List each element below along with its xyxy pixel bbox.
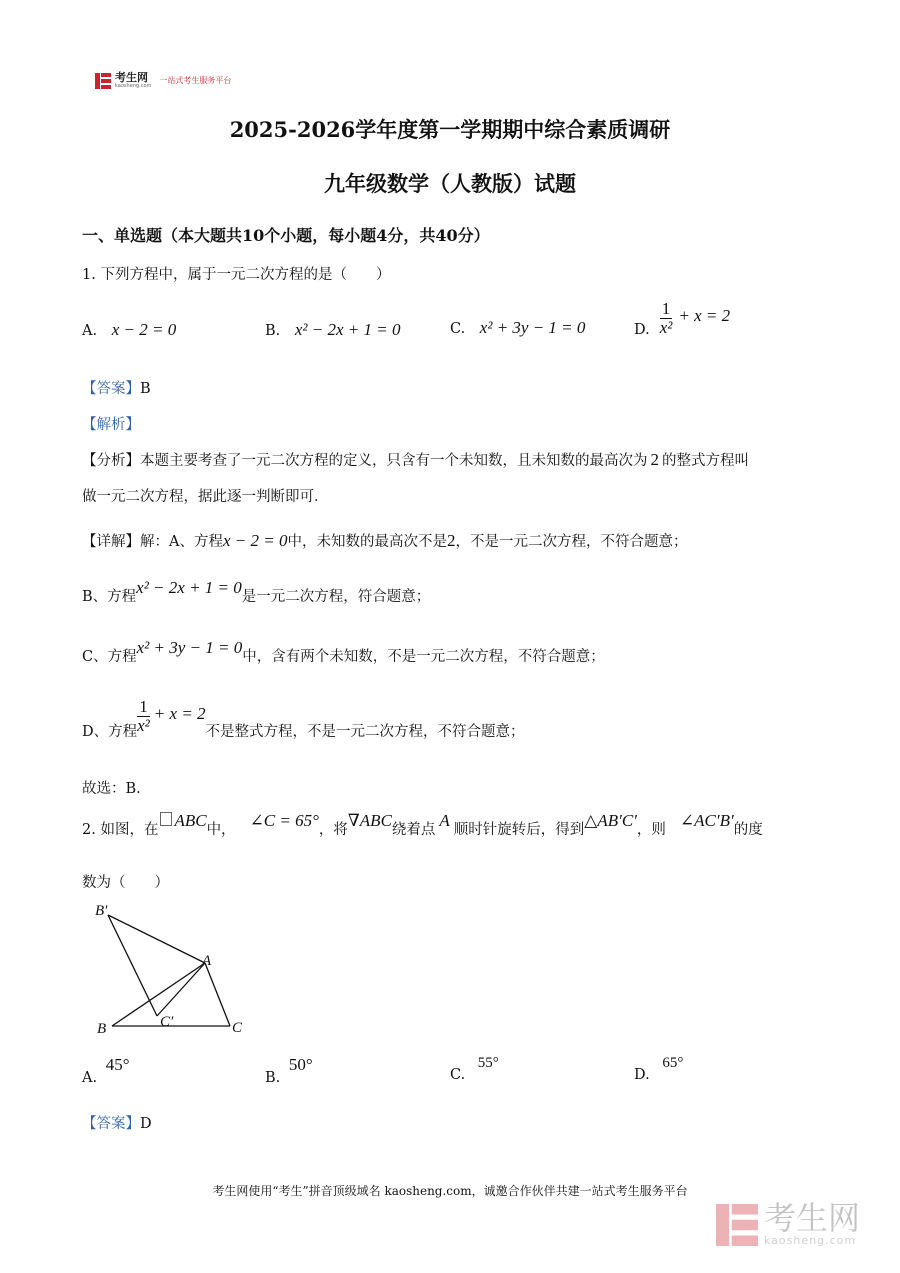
logo-domain: kaosheng.com bbox=[115, 83, 152, 89]
site-logo bbox=[95, 72, 231, 89]
option-expr: x − 2 = 0 bbox=[111, 320, 177, 339]
q1-stem: 1. 下列方程中，属于一元二次方程的是（ ） bbox=[82, 267, 391, 283]
label-c-prime: C′ bbox=[160, 1014, 174, 1030]
rotation-figure bbox=[90, 895, 260, 1040]
q1-fenxi-line1: 【分析】本题主要考查了一元二次方程的定义，只含有一个未知数，且未知数的最高次为 2 的整式方程叫 bbox=[82, 450, 749, 469]
q2-option-b: B. 50° bbox=[265, 1055, 313, 1086]
fraction: $\frac{1}{\text{x²}}$ bbox=[659, 298, 673, 337]
option-label: D. bbox=[634, 322, 650, 338]
kaosheng-logo-icon bbox=[95, 73, 111, 89]
q1-analysis-tag: 【解析】 bbox=[82, 417, 140, 433]
label-a: A bbox=[202, 953, 212, 969]
option-label: C. bbox=[450, 321, 466, 337]
exam-title: 2025-2026学年度第一学期期中综合素质调研 bbox=[229, 117, 671, 142]
q1-option-b bbox=[265, 320, 400, 340]
q1-option-c bbox=[450, 318, 585, 338]
q2-option-d: D. 65° bbox=[634, 1055, 684, 1083]
triangle-placeholder-icon bbox=[160, 812, 172, 826]
exam-subtitle: 九年级数学（人教版）试题 bbox=[324, 171, 576, 196]
q2-stem-line1: 2. 如图，在 ABC中， ∠C = 65°，将∇ABC绕着点 A 顺时针旋转后，得到△AB′C′，则 ∠AC′B′的度 bbox=[82, 811, 763, 838]
option-expr: x² − 2x + 1 = 0 bbox=[294, 320, 401, 339]
logo-name: 考生网 bbox=[115, 71, 148, 84]
kaosheng-watermark-icon bbox=[716, 1204, 758, 1246]
q1-detail-c: C、方程x² + 3y − 1 = 0中，含有两个未知数，不是一元二次方程，不符合题意； bbox=[82, 638, 605, 665]
q2-option-c: C. 55° bbox=[450, 1055, 499, 1083]
nabla-icon: ∇ bbox=[347, 811, 360, 830]
q2-answer: 【答案】D bbox=[82, 1116, 152, 1132]
option-expr: + x = 2 bbox=[678, 306, 731, 325]
page-footer: 考生网使用“考生”拼音顶级域名 kaosheng.com，诚邀合作伙伴共建一站式考生服务平台 bbox=[212, 1184, 688, 1198]
q1-detail-a: 【详解】解：A、方程x − 2 = 0中，未知数的最高次不是2，不是一元二次方程，不符合题意； bbox=[82, 531, 688, 550]
q1-answer: 【答案】B bbox=[82, 381, 151, 397]
option-label: A. bbox=[82, 323, 98, 339]
q1-detail-d: D、方程 $\frac{1}{\text{x²}}$ + x = 2 不是整式方程，不是一元二次方程，不符合题意； bbox=[82, 697, 525, 740]
logo-slogan: 一站式考生服务平台 bbox=[159, 76, 232, 85]
q1-detail-b: B、方程x² − 2x + 1 = 0是一元二次方程，符合题意； bbox=[82, 578, 431, 605]
watermark-logo: 考生网 kaosheng.com bbox=[716, 1202, 860, 1247]
option-label: B. bbox=[265, 323, 281, 339]
label-b: B bbox=[97, 1021, 107, 1037]
label-b-prime: B′ bbox=[95, 903, 108, 919]
label-c: C bbox=[232, 1020, 243, 1036]
section-heading: 一、单选题（本大题共10个小题，每小题4分，共40分） bbox=[82, 226, 490, 245]
option-expr: x² + 3y − 1 = 0 bbox=[479, 318, 586, 337]
q1-choose: 故选：B． bbox=[82, 781, 151, 797]
q1-fenxi-line2: 做一元二次方程，据此逐一判断即可． bbox=[82, 489, 329, 505]
fraction: $\frac{1}{\text{x²}}$ bbox=[137, 697, 150, 735]
q1-option-d bbox=[634, 298, 730, 338]
q2-stem-line2: 数为（ ） bbox=[82, 875, 169, 891]
q2-option-a: A. 45° bbox=[82, 1055, 130, 1086]
q1-option-a bbox=[82, 320, 176, 340]
